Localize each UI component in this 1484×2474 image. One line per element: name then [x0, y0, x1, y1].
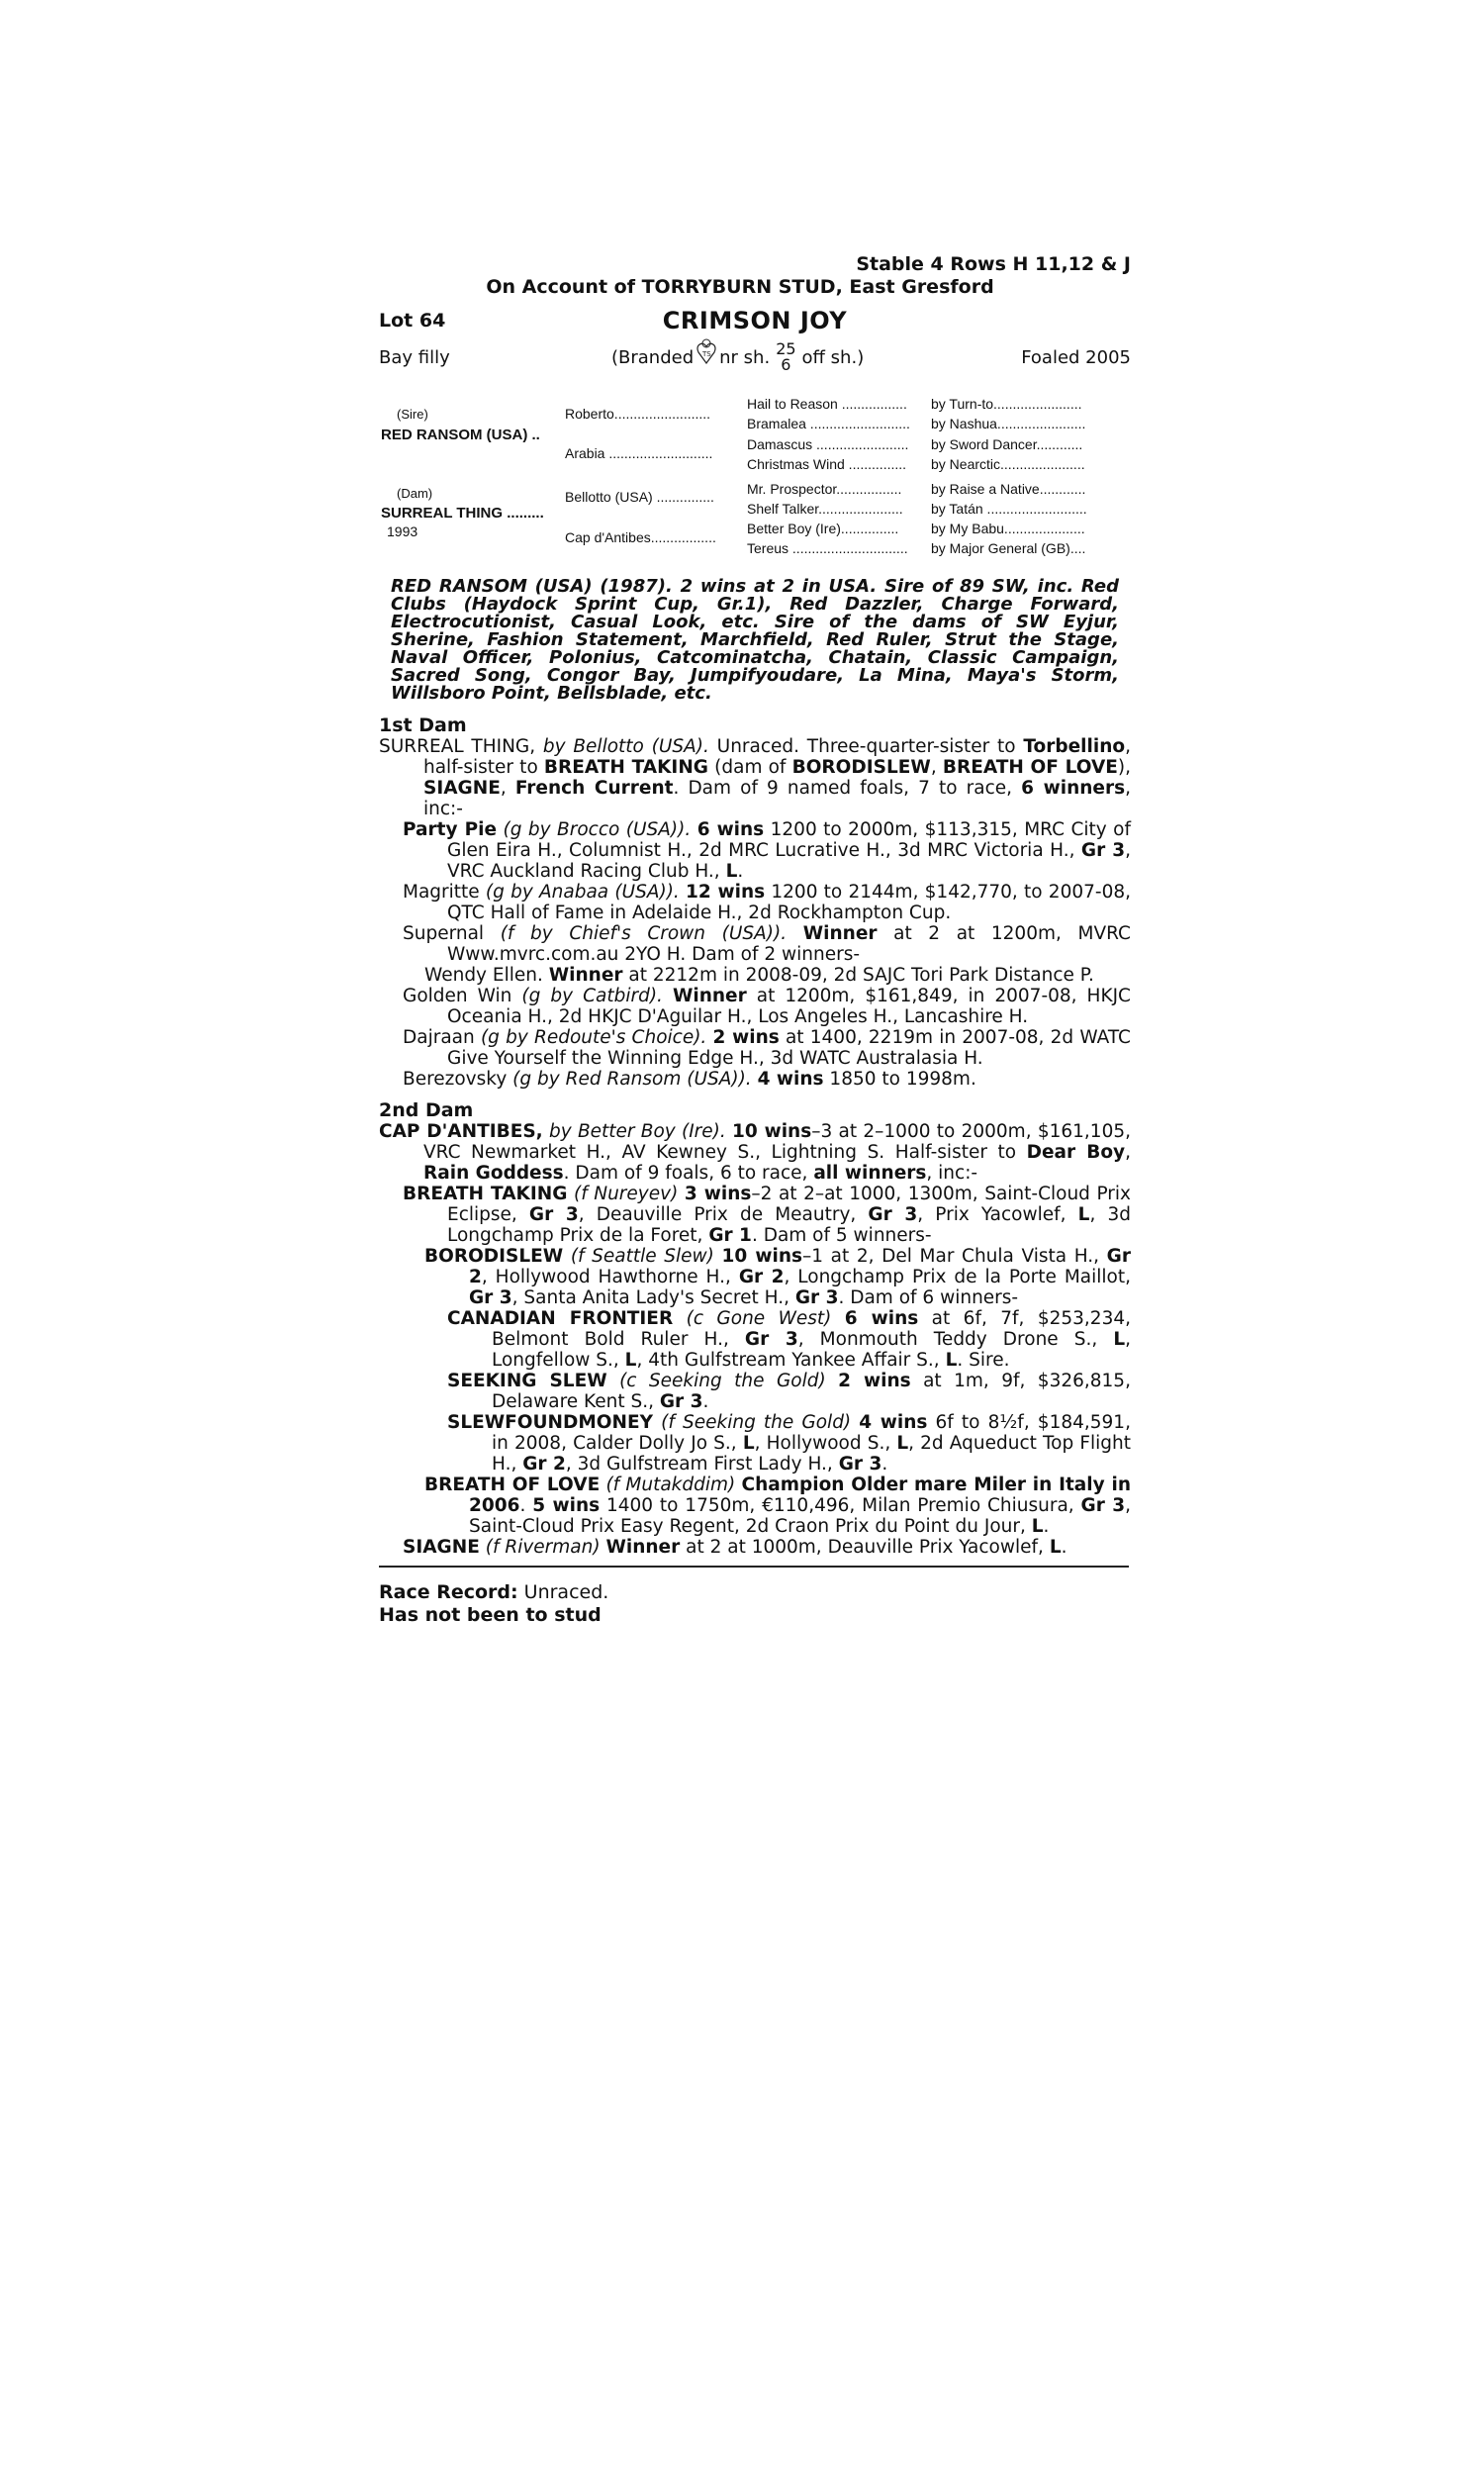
relative-name: BORODISLEW — [791, 757, 931, 778]
progeny-name: Party Pie — [403, 819, 498, 840]
relative-name: Torbellino — [1023, 736, 1126, 757]
race-grade: L — [624, 1350, 637, 1371]
race-grade: Gr 3 — [659, 1391, 703, 1412]
intro-text: , — [930, 757, 943, 778]
progeny-wins: 4 wins — [859, 1412, 928, 1433]
race-grade: L — [742, 1433, 755, 1454]
winners-count: 6 winners — [1021, 778, 1126, 799]
relative-name: BREATH OF LOVE — [942, 757, 1118, 778]
pedigree-gg: Better Boy (Ire)............... — [747, 521, 899, 536]
intro-text: . Dam of 9 named foals, 7 to race, — [673, 778, 1022, 799]
progeny-name: SLEWFOUNDMONEY — [447, 1412, 654, 1433]
relative-name: Rain Goddess — [423, 1163, 564, 1184]
horse-sex: Bay filly — [379, 346, 450, 368]
progeny-record: 1400 to 1750m, €110,496, Milan Premio Chiusura, — [600, 1495, 1081, 1516]
progeny-sire: (f Riverman) — [485, 1537, 601, 1558]
progeny-name: SEEKING SLEW — [447, 1371, 607, 1391]
progeny-wins: 2 wins — [712, 1027, 780, 1048]
progeny-record: –1 at 2, Del Mar Chula Vista H., — [802, 1246, 1107, 1267]
race-grade: L — [725, 861, 738, 882]
race-record-label: Race Record: — [379, 1581, 518, 1603]
progeny-record: . — [702, 1391, 709, 1412]
progeny-record: , Prix Yacowlef, — [917, 1204, 1078, 1225]
pedigree-ggg: by Nashua....................... — [931, 416, 1086, 431]
progeny-sire: (g by Red Ransom (USA)). — [512, 1069, 752, 1090]
pedigree-gg: Damascus ........................ — [747, 436, 909, 452]
progeny-name: Dajraan — [403, 1027, 475, 1048]
dam-name: SURREAL THING ......... — [381, 505, 544, 522]
race-grade: Gr 2 — [469, 1246, 1131, 1287]
progeny-record: , Saint-Cloud Prix Easy Regent, 2d Craon Prix du Point du Jour, — [469, 1495, 1132, 1537]
relative-name: French Current — [514, 778, 674, 799]
stud-status: Has not been to stud — [379, 1604, 602, 1626]
dam-name-text: CAP D'ANTIBES, — [379, 1121, 543, 1142]
race-grade: L — [896, 1433, 909, 1454]
progeny-wins: Winner — [605, 1537, 681, 1558]
progeny-entry — [379, 1371, 1131, 1412]
intro-text: , inc:- — [926, 1163, 978, 1184]
brand-mid: nr sh. — [719, 346, 771, 368]
progeny-record: , Santa Anita Lady's Secret H., — [511, 1287, 795, 1308]
progeny-entry — [379, 923, 1131, 965]
intro-text: . Dam of 9 foals, 6 to race, — [563, 1163, 814, 1184]
pedigree-ggg: by Turn-to....................... — [931, 396, 1082, 412]
pedigree-gg: Bramalea .......................... — [747, 416, 910, 431]
intro-text: (dam of — [708, 757, 792, 778]
brand-mark-icon — [696, 338, 717, 364]
relative-name: Dear Boy — [1026, 1142, 1126, 1163]
progeny-sire: (c Seeking the Gold) — [619, 1371, 826, 1391]
sire-label: (Sire) — [397, 407, 428, 422]
race-grade: Gr 3 — [469, 1287, 512, 1308]
progeny-name: Golden Win — [403, 986, 512, 1006]
progeny-record: at 1m, 9f, $326,815, Delaware Kent S., — [492, 1371, 1131, 1412]
pedigree-ggg: by Major General (GB).... — [931, 540, 1086, 556]
pedigree-dam-sire: Bellotto (USA) ............... — [565, 489, 714, 505]
pedigree-ggg: by Nearctic...................... — [931, 456, 1085, 472]
race-grade: Gr 2 — [522, 1454, 566, 1475]
race-grade: Gr 3 — [744, 1329, 798, 1350]
progeny-entry — [379, 1069, 1131, 1090]
progeny-record: at 2 at 1000m, Deauville Prix Yacowlef, — [680, 1537, 1050, 1558]
race-grade: L — [1113, 1329, 1126, 1350]
progeny-wins: 6 wins — [696, 819, 765, 840]
lot-row — [379, 306, 1131, 335]
progeny-sire: (g by Redoute's Choice). — [480, 1027, 707, 1048]
race-grade: Gr 3 — [528, 1204, 579, 1225]
progeny-wins: Winner — [548, 965, 623, 986]
progeny-record: , 4th Gulfstream Yankee Affair S., — [636, 1350, 946, 1371]
progeny-record: at 1200m, $161,849, in 2007-08, HKJC Oceania H., 2d HKJC D'Aguilar H., Los Angeles H., Lancashire H. — [447, 986, 1131, 1027]
stable-location: Stable 4 Rows H 11,12 & J — [856, 253, 1131, 275]
progeny-name: Magritte — [403, 882, 480, 903]
pedigree-gg: Shelf Talker...................... — [747, 501, 903, 517]
progeny-name: BREATH OF LOVE — [424, 1475, 601, 1495]
race-grade: Gr 3 — [838, 1454, 882, 1475]
progeny-record: at 2212m in 2008-09, 2d SAJC Tori Park Distance P. — [628, 965, 1094, 986]
race-record — [379, 1581, 1131, 1604]
brand-info — [611, 341, 963, 373]
progeny-record: , Hollywood S., — [754, 1433, 897, 1454]
progeny-sire: (g by Brocco (USA)). — [503, 819, 692, 840]
progeny-wins: 10 wins — [732, 1121, 812, 1142]
race-grade: L — [1077, 1204, 1090, 1225]
progeny-sire: (g by Catbird). — [521, 986, 663, 1006]
race-grade: Gr 3 — [868, 1204, 918, 1225]
progeny-record: at 6f, 7f, $253,234, Belmont Bold Ruler H., — [492, 1308, 1131, 1350]
pedigree-gg: Tereus .............................. — [747, 540, 908, 556]
progeny-entry — [379, 819, 1131, 882]
intro-text: –3 at 2–1000 to 2000m, $161,105, VRC Newmarket H., AV Kewney S., Lightning S. Half-sister to — [423, 1121, 1131, 1163]
svg-text:TS: TS — [702, 350, 711, 358]
progeny-name: BREATH TAKING — [403, 1184, 568, 1204]
progeny-name: Supernal — [403, 923, 485, 944]
progeny-record: . Dam of 6 winners- — [838, 1287, 1019, 1308]
pedigree-table — [379, 391, 1131, 564]
dam-year: 1993 — [387, 523, 418, 539]
race-grade: Gr 3 — [1080, 840, 1126, 861]
progeny-record: . — [881, 1454, 888, 1475]
brand-suffix: off sh.) — [801, 346, 865, 368]
second-dam-intro — [379, 1121, 1131, 1184]
progeny-entry — [379, 882, 1131, 923]
brand-number-top: 25 — [776, 339, 796, 358]
progeny-sire: (f by Chief's Crown (USA)). — [500, 923, 788, 944]
pedigree-gg: Hail to Reason ................. — [747, 396, 907, 412]
progeny-name: BORODISLEW — [424, 1246, 564, 1267]
dam-sire-text: by Bellotto (USA). — [542, 736, 709, 757]
sire-summary: RED RANSOM (USA) (1987). 2 wins at 2 in USA. Sire of 89 SW, inc. Red Clubs (Haydock Sprint Cup, Gr.1), Red Dazzler, Charge Forward, Electrocutionist, Casual Look, etc. Sire of the dams of SW Eyjur, Sherine, Fashion Statement, Marchfield, Red Ruler, Strut the Stage, Naval Officer, Polonius, Catcominatcha, Chatain, Classic Campaign, Sacred Song, Congor Bay, Jumpifyoudare, La Mina, Maya's Storm, Willsboro Point, Bellsblade, etc. — [391, 576, 1119, 704]
progeny-record: . Sire. — [957, 1350, 1010, 1371]
progeny-record: . — [1061, 1537, 1067, 1558]
intro-text: , — [500, 778, 515, 799]
vendor-account: On Account of TORRYBURN STUD, East Gresford — [486, 276, 994, 298]
progeny-wins: Winner — [802, 923, 878, 944]
pedigree-ggg: by My Babu..................... — [931, 521, 1085, 536]
progeny-record: 1200 to 2144m, $142,770, to 2007-08, QTC Hall of Fame in Adelaide H., 2d Rockhampton Cup. — [447, 882, 1131, 923]
progeny-record: at 2 at 1200m, MVRC Www.mvrc.com.au 2YO H. Dam of 2 winners- — [447, 923, 1131, 965]
progeny-wins: 10 wins — [721, 1246, 803, 1267]
pedigree-ggg: by Raise a Native............ — [931, 481, 1086, 497]
progeny-record: 1200 to 2000m, $113,315, MRC City of Glen Eira H., Columnist H., 2d MRC Lucrative H., 3d MRC Victoria H., — [447, 819, 1131, 861]
progeny-record: –2 at 2–at 1000, 1300m, Saint-Cloud Prix Eclipse, — [447, 1184, 1131, 1225]
progeny-entry — [379, 1412, 1131, 1475]
pedigree-gg: Christmas Wind ............... — [747, 456, 907, 472]
progeny-entry — [379, 1246, 1131, 1308]
progeny-sire: (g by Anabaa (USA)). — [485, 882, 680, 903]
progeny-sire: (c Gone West) — [686, 1308, 832, 1329]
intro-text: , inc:- — [423, 778, 1131, 819]
intro-text: , — [1125, 1142, 1131, 1163]
progeny-record: . Dam of 5 winners- — [751, 1225, 932, 1246]
progeny-entry — [379, 1308, 1131, 1371]
dam-name-text: SURREAL THING, — [379, 736, 536, 757]
pedigree-ggg: by Tatán .......................... — [931, 501, 1087, 517]
pedigree-gg: Mr. Prospector................. — [747, 481, 902, 497]
pedigree-ggg: by Sword Dancer............ — [931, 436, 1083, 452]
progeny-record: , VRC Auckland Racing Club H., — [447, 840, 1132, 882]
progeny-name: Wendy Ellen. — [424, 965, 543, 986]
pedigree-sire-sire: Roberto......................... — [565, 406, 711, 422]
race-grade: L — [1031, 1516, 1044, 1537]
sire-name: RED RANSOM (USA) .. — [381, 427, 540, 443]
brand-number — [776, 341, 795, 373]
progeny-sire: (f Mutakddim) — [605, 1475, 736, 1495]
progeny-record: . — [1043, 1516, 1050, 1537]
pedigree-sire-dam: Arabia ........................... — [565, 445, 713, 461]
progeny-name: Berezovsky — [403, 1069, 508, 1090]
progeny-record: , 3d Longchamp Prix de la Foret, — [447, 1204, 1131, 1246]
race-grade: Gr 2 — [738, 1267, 785, 1287]
progeny-entry — [379, 965, 1131, 986]
progeny-name: SIAGNE — [403, 1537, 480, 1558]
horse-name: CRIMSON JOY — [662, 307, 848, 334]
race-grade: Gr 3 — [1080, 1495, 1126, 1516]
progeny-entry — [379, 1184, 1131, 1246]
progeny-record: , Hollywood Hawthorne H., — [481, 1267, 739, 1287]
progeny-record: , Deauville Prix de Meautry, — [578, 1204, 869, 1225]
intro-text: ), — [1117, 757, 1132, 778]
championship-title: Champion Older mare Miler in Italy in 2006 — [469, 1475, 1131, 1516]
progeny-record: at 1400, 2219m in 2007-08, 2d WATC Give Yourself the Winning Edge H., 3d WATC Australasia H. — [447, 1027, 1131, 1069]
progeny-record: , 2d Aqueduct Top Flight H., — [492, 1433, 1132, 1475]
first-dam-intro — [379, 736, 1131, 819]
progeny-wins: Winner — [672, 986, 747, 1006]
progeny-record: , Longfellow S., — [492, 1329, 1132, 1371]
relative-name: BREATH TAKING — [543, 757, 708, 778]
dam-label: (Dam) — [397, 486, 433, 501]
progeny-record: 1850 to 1998m. — [829, 1069, 976, 1090]
dam-sire-text: by Better Boy (Ire). — [548, 1121, 726, 1142]
progeny-record: , Monmouth Teddy Drone S., — [797, 1329, 1114, 1350]
description-row — [379, 337, 1131, 377]
progeny-name: CANADIAN FRONTIER — [447, 1308, 674, 1329]
progeny-wins: 12 wins — [686, 882, 766, 903]
winners-count: all winners — [813, 1163, 927, 1184]
progeny-record: 6f to 8½f, $184,591, in 2008, Calder Dolly Jo S., — [492, 1412, 1131, 1454]
race-grade: Gr 1 — [708, 1225, 752, 1246]
race-record-value: Unraced. — [517, 1581, 609, 1603]
progeny-wins: 5 wins — [532, 1495, 601, 1516]
lot-number: Lot 64 — [379, 310, 446, 332]
progeny-sire: (f Seattle Slew) — [570, 1246, 714, 1267]
first-dam-heading: 1st Dam — [379, 714, 467, 736]
progeny-sire: (f Seeking the Gold) — [661, 1412, 852, 1433]
progeny-sire: (f Nureyev) — [573, 1184, 679, 1204]
progeny-record: . — [737, 861, 744, 882]
brand-prefix: (Branded — [611, 346, 695, 368]
relative-name: SIAGNE — [423, 778, 501, 799]
progeny-wins: 3 wins — [684, 1184, 752, 1204]
race-grade: Gr 3 — [794, 1287, 839, 1308]
race-grade: L — [1049, 1537, 1062, 1558]
progeny-entry — [379, 1537, 1131, 1558]
progeny-wins: 2 wins — [838, 1371, 911, 1391]
progeny-entry — [379, 986, 1131, 1027]
progeny-wins: 6 wins — [844, 1308, 919, 1329]
catalogue-page — [379, 252, 1131, 1627]
pedigree-dam-dam: Cap d'Antibes................. — [565, 529, 716, 545]
divider — [379, 1566, 1129, 1568]
progeny-entry — [379, 1027, 1131, 1069]
progeny-record: , 3d Gulfstream First Lady H., — [565, 1454, 839, 1475]
progeny-entry: BREATH OF LOVE (f Mutakddim) Champion Older mare Miler in Italy in 2006. 5 wins 1400 to 1750m, €110,496, Milan Premio Chiusura, Gr 3, Saint-Cloud Prix Easy Regent, 2d Craon Prix du Point du Jour, L. — [424, 1475, 1132, 1537]
intro-text: , half-sister to — [423, 736, 1131, 778]
foaled-year: Foaled 2005 — [1021, 346, 1131, 368]
intro-text: Unraced. Three-quarter-sister to — [716, 736, 1016, 757]
race-grade: L — [945, 1350, 958, 1371]
progeny-wins: 4 wins — [757, 1069, 824, 1090]
brand-number-bottom: 6 — [781, 355, 791, 374]
second-dam-heading: 2nd Dam — [379, 1099, 474, 1121]
progeny-record: , Longchamp Prix de la Porte Maillot, — [784, 1267, 1131, 1287]
